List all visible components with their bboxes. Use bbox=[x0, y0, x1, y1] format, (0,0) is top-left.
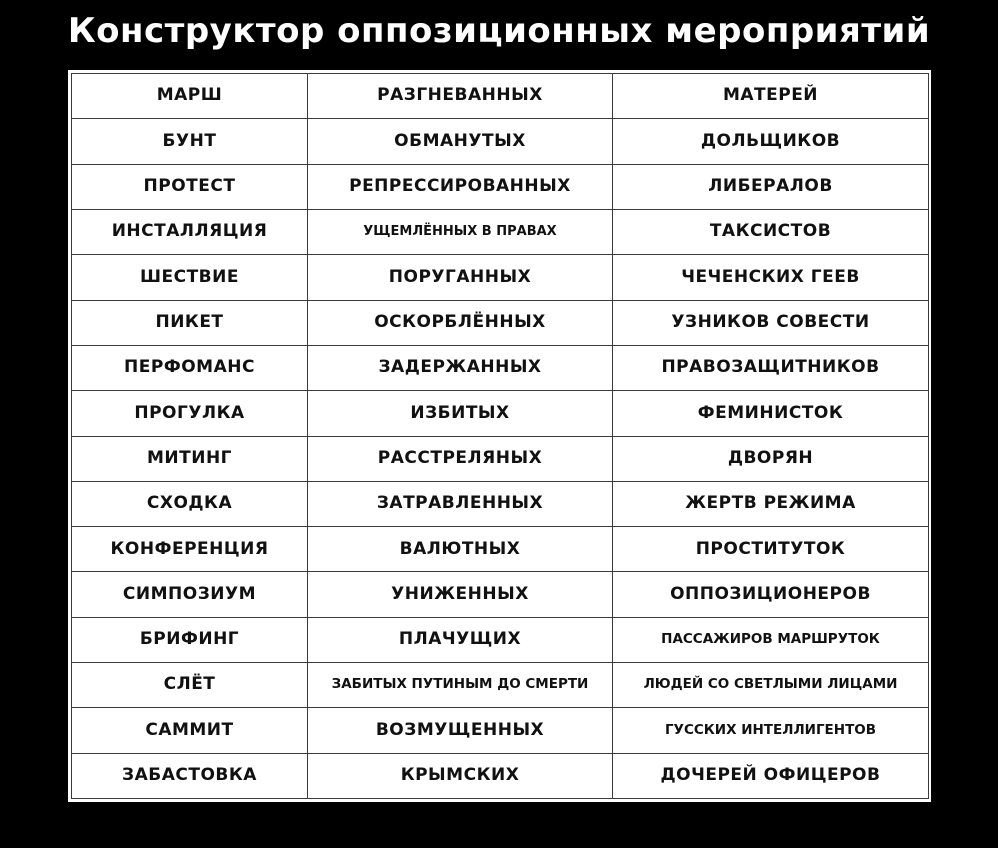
event-type-cell: МИТИНГ bbox=[72, 436, 308, 481]
adjective-cell: ВАЛЮТНЫХ bbox=[308, 527, 613, 572]
group-cell: ПАССАЖИРОВ МАРШРУТОК bbox=[613, 617, 929, 662]
adjective-cell: ОБМАНУТЫХ bbox=[308, 119, 613, 164]
event-type-cell: ПИКЕТ bbox=[72, 300, 308, 345]
adjective-cell: ИЗБИТЫХ bbox=[308, 391, 613, 436]
adjective-cell: ЗАБИТЫХ ПУТИНЫМ ДО СМЕРТИ bbox=[308, 663, 613, 708]
adjective-cell: ЗАДЕРЖАННЫХ bbox=[308, 345, 613, 390]
group-cell: ГУССКИХ ИНТЕЛЛИГЕНТОВ bbox=[613, 708, 929, 753]
event-type-cell: ПЕРФОМАНС bbox=[72, 345, 308, 390]
adjective-cell: РЕПРЕССИРОВАННЫХ bbox=[308, 164, 613, 209]
event-type-cell: ЗАБАСТОВКА bbox=[72, 753, 308, 798]
event-type-cell: БРИФИНГ bbox=[72, 617, 308, 662]
table-row bbox=[72, 663, 929, 708]
group-cell: ДОЛЬЩИКОВ bbox=[613, 119, 929, 164]
table-row bbox=[72, 391, 929, 436]
table-row bbox=[72, 119, 929, 164]
table-row bbox=[72, 164, 929, 209]
event-type-cell: СЛЁТ bbox=[72, 663, 308, 708]
table-row bbox=[72, 481, 929, 526]
table-row bbox=[72, 345, 929, 390]
event-type-cell: ШЕСТВИЕ bbox=[72, 255, 308, 300]
event-type-cell: СИМПОЗИУМ bbox=[72, 572, 308, 617]
constructor-table-frame bbox=[68, 70, 931, 802]
page-title: Конструктор оппозиционных мероприятий bbox=[67, 11, 931, 51]
constructor-table bbox=[71, 73, 929, 799]
event-type-cell: БУНТ bbox=[72, 119, 308, 164]
table-row bbox=[72, 255, 929, 300]
event-type-cell: ПРОТЕСТ bbox=[72, 164, 308, 209]
table-body bbox=[72, 74, 929, 799]
table-row bbox=[72, 617, 929, 662]
group-cell: ДОЧЕРЕЙ ОФИЦЕРОВ bbox=[613, 753, 929, 798]
group-cell: ТАКСИСТОВ bbox=[613, 209, 929, 254]
group-cell: ЧЕЧЕНСКИХ ГЕЕВ bbox=[613, 255, 929, 300]
adjective-cell: ПОРУГАННЫХ bbox=[308, 255, 613, 300]
table-row bbox=[72, 209, 929, 254]
adjective-cell: РАЗГНЕВАННЫХ bbox=[308, 74, 613, 119]
table-row bbox=[72, 753, 929, 798]
event-type-cell: ПРОГУЛКА bbox=[72, 391, 308, 436]
group-cell: МАТЕРЕЙ bbox=[613, 74, 929, 119]
adjective-cell: ПЛАЧУЩИХ bbox=[308, 617, 613, 662]
table-row bbox=[72, 300, 929, 345]
table-row bbox=[72, 572, 929, 617]
event-type-cell: МАРШ bbox=[72, 74, 308, 119]
table-row bbox=[72, 436, 929, 481]
adjective-cell: УЩЕМЛЁННЫХ В ПРАВАХ bbox=[308, 209, 613, 254]
group-cell: УЗНИКОВ СОВЕСТИ bbox=[613, 300, 929, 345]
adjective-cell: УНИЖЕННЫХ bbox=[308, 572, 613, 617]
table-row bbox=[72, 74, 929, 119]
adjective-cell: ВОЗМУЩЕННЫХ bbox=[308, 708, 613, 753]
adjective-cell: ОСКОРБЛЁННЫХ bbox=[308, 300, 613, 345]
event-type-cell: КОНФЕРЕНЦИЯ bbox=[72, 527, 308, 572]
group-cell: ПРОСТИТУТОК bbox=[613, 527, 929, 572]
adjective-cell: РАССТРЕЛЯНЫХ bbox=[308, 436, 613, 481]
group-cell: ДВОРЯН bbox=[613, 436, 929, 481]
group-cell: ЛИБЕРАЛОВ bbox=[613, 164, 929, 209]
event-type-cell: ИНСТАЛЛЯЦИЯ bbox=[72, 209, 308, 254]
group-cell: ЖЕРТВ РЕЖИМА bbox=[613, 481, 929, 526]
event-type-cell: СХОДКА bbox=[72, 481, 308, 526]
adjective-cell: ЗАТРАВЛЕННЫХ bbox=[308, 481, 613, 526]
group-cell: ЛЮДЕЙ СО СВЕТЛЫМИ ЛИЦАМИ bbox=[613, 663, 929, 708]
group-cell: ФЕМИНИСТОК bbox=[613, 391, 929, 436]
adjective-cell: КРЫМСКИХ bbox=[308, 753, 613, 798]
group-cell: ПРАВОЗАЩИТНИКОВ bbox=[613, 345, 929, 390]
table-row bbox=[72, 708, 929, 753]
table-row bbox=[72, 527, 929, 572]
event-type-cell: САММИТ bbox=[72, 708, 308, 753]
group-cell: ОППОЗИЦИОНЕРОВ bbox=[613, 572, 929, 617]
